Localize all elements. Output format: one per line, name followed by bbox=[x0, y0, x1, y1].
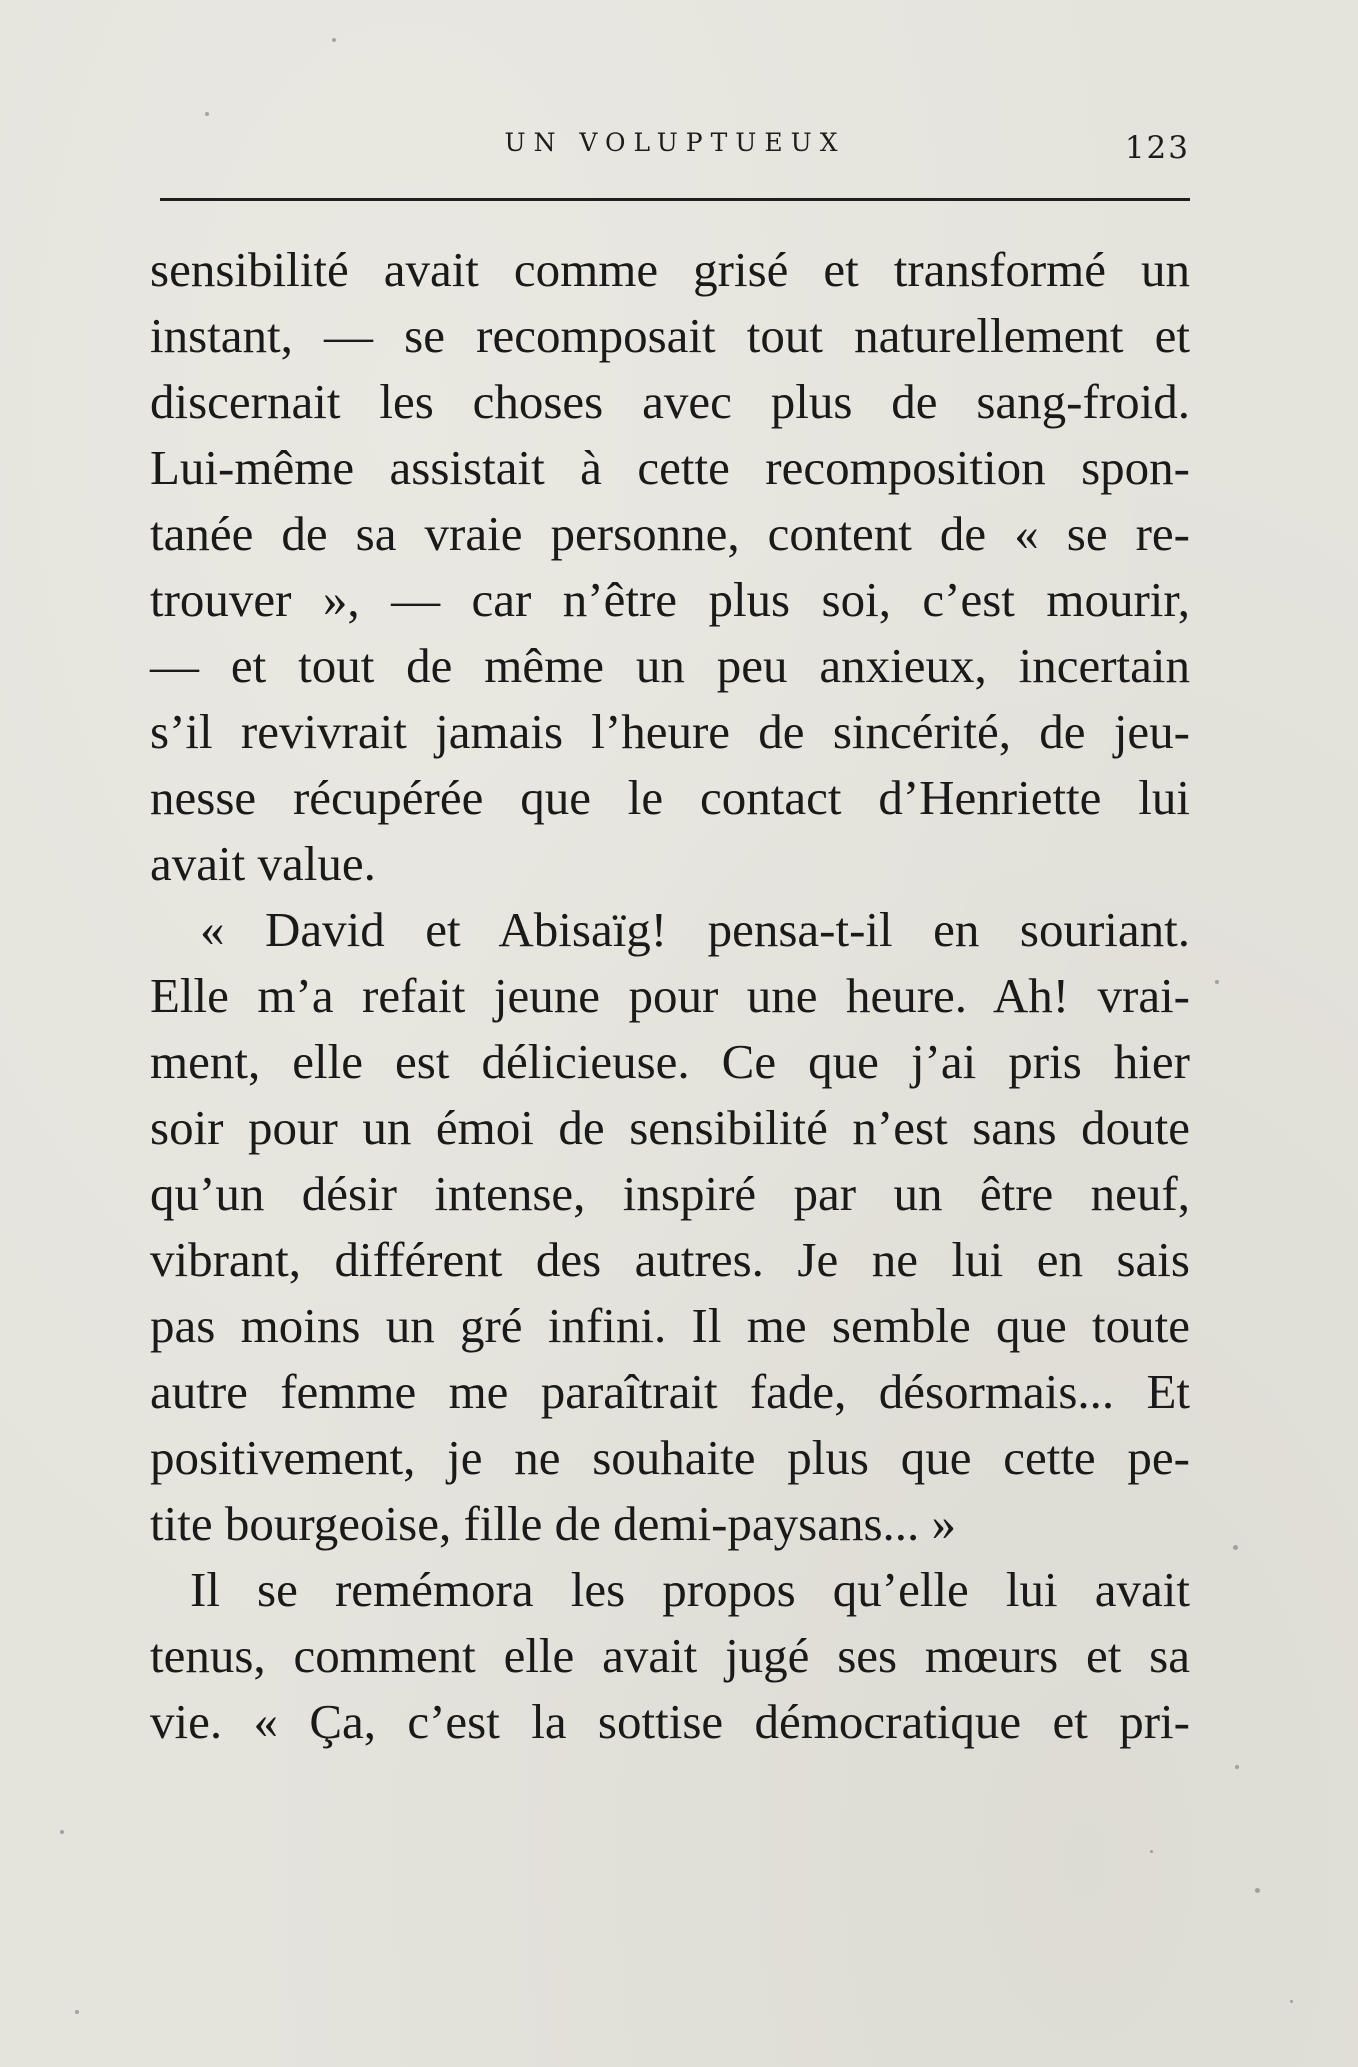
text-line: ment, elle est délicieuse. Ce que j’ai pris hier bbox=[150, 1034, 1190, 1089]
text-line: nesse récupérée que le contact d’Henriette lui bbox=[150, 770, 1190, 825]
text-line: trouver », — car n’être plus soi, c’est mourir, bbox=[150, 572, 1190, 627]
text-line: discernait les choses avec plus de sang-froid. bbox=[150, 374, 1190, 429]
paper-speck bbox=[1215, 980, 1219, 984]
paper-speck bbox=[75, 2010, 79, 2014]
paper-speck bbox=[205, 112, 209, 116]
text-line: Lui-même assistait à cette recomposition spon- bbox=[150, 440, 1190, 495]
text-line: s’il revivrait jamais l’heure de sincérité, de jeu- bbox=[150, 704, 1190, 759]
paper-speck bbox=[1233, 1545, 1238, 1550]
text-line: — et tout de même un peu anxieux, incertain bbox=[150, 638, 1190, 693]
paper-speck bbox=[60, 1830, 64, 1834]
text-line: vie. « Ça, c’est la sottise démocratique et pri- bbox=[150, 1694, 1190, 1749]
running-head bbox=[160, 118, 1190, 168]
text-line: qu’un désir intense, inspiré par un être neuf, bbox=[150, 1166, 1190, 1221]
text-line: Elle m’a refait jeune pour une heure. Ah! vrai- bbox=[150, 968, 1190, 1023]
text-line: tenus, comment elle avait jugé ses mœurs et sa bbox=[150, 1628, 1190, 1683]
text-line: positivement, je ne souhaite plus que cette pe- bbox=[150, 1430, 1190, 1485]
text-line: vibrant, différent des autres. Je ne lui en sais bbox=[150, 1232, 1190, 1287]
page-number: 123 bbox=[1124, 130, 1190, 166]
running-title: UN VOLUPTUEUX bbox=[504, 128, 846, 157]
body-text bbox=[150, 237, 1190, 1755]
text-line: tanée de sa vraie personne, content de « se re- bbox=[150, 506, 1190, 561]
paper-speck bbox=[1235, 1765, 1239, 1769]
text-line: autre femme me paraîtrait fade, désormais... Et bbox=[150, 1364, 1190, 1419]
header-rule bbox=[160, 198, 1190, 201]
text-line: sensibilité avait comme grisé et transformé un bbox=[150, 242, 1190, 297]
text-line: pas moins un gré infini. Il me semble que toute bbox=[150, 1298, 1190, 1353]
text-line: Il se remémora les propos qu’elle lui avait bbox=[190, 1562, 1190, 1617]
paper-speck bbox=[332, 38, 336, 42]
paper-speck bbox=[1290, 2000, 1293, 2003]
text-line: « David et Abisaïg! pensa-t-il en souriant. bbox=[200, 902, 1190, 957]
text-line: soir pour un émoi de sensibilité n’est sans doute bbox=[150, 1100, 1190, 1155]
text-line: instant, — se recomposait tout naturellement et bbox=[150, 308, 1190, 363]
text-line: avait value. bbox=[150, 836, 376, 891]
text-line: tite bourgeoise, fille de demi-paysans... » bbox=[150, 1496, 957, 1551]
paper-speck bbox=[1255, 1888, 1260, 1893]
paper-speck bbox=[1150, 1850, 1153, 1853]
